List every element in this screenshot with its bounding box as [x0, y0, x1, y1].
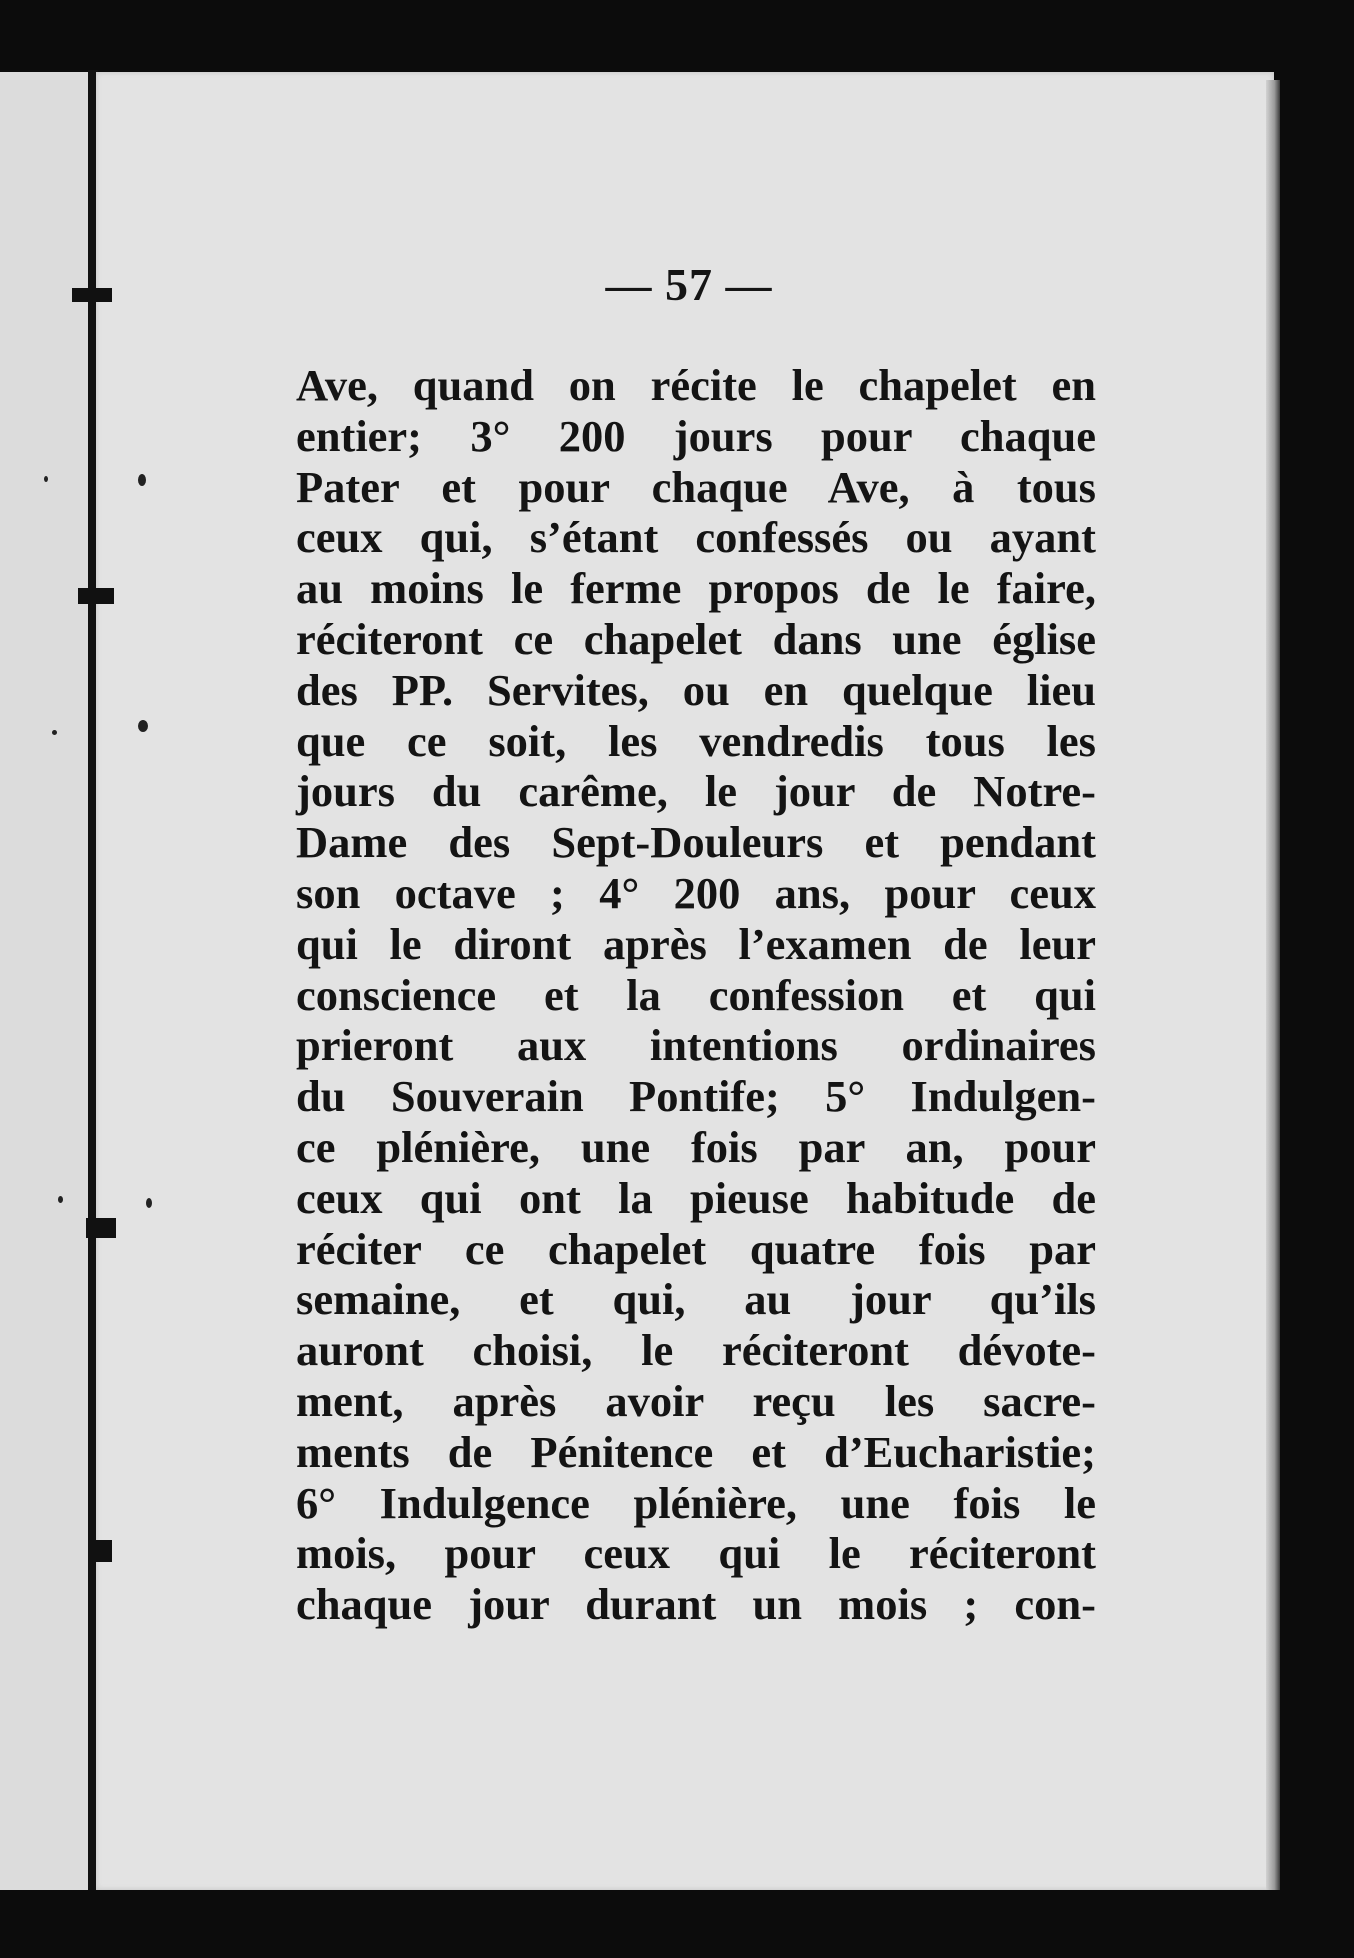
binding-stitch [86, 1218, 116, 1238]
facing-page-edge [0, 72, 88, 1890]
binding-stitch [72, 288, 112, 302]
text-line: Dame des Sept-Douleurs et pendant [296, 817, 1096, 868]
text-line: Ave, quand on récite le chapelet en [296, 360, 1096, 410]
binding-stitch [78, 588, 114, 604]
text-line: Pater et pour chaque Ave, à tous [296, 461, 1096, 512]
text-line: entier; 3° 200 jours pour chaque [296, 410, 1096, 461]
scan-speck [138, 474, 146, 486]
text-line: au moins le ferme propos de le faire, [296, 563, 1096, 614]
body-text [296, 360, 1096, 1630]
text-line: mois, pour ceux qui le réciteront [296, 1528, 1096, 1579]
text-line: jours du carême, le jour de Notre- [296, 766, 1096, 817]
text-line: ment, après avoir reçu les sacre- [296, 1375, 1096, 1426]
text-line: ments de Pénitence et d’Eucharistie; [296, 1426, 1096, 1477]
text-line: ceux qui ont la pieuse habitude de [296, 1172, 1096, 1223]
scan-speck [44, 476, 48, 482]
text-line: prieront aux intentions ordinaires [296, 1020, 1096, 1071]
text-line: semaine, et qui, au jour qu’ils [296, 1274, 1096, 1325]
scan-speck [52, 730, 57, 735]
text-line: réciteront ce chapelet dans une église [296, 613, 1096, 664]
text-line: ce plénière, une fois par an, pour [296, 1121, 1096, 1172]
page-edge-shadow [1266, 80, 1280, 1890]
text-line: que ce soit, les vendredis tous les [296, 715, 1096, 766]
binding-stitch [88, 1540, 112, 1562]
text-line: des PP. Servites, ou en quelque lieu [296, 664, 1096, 715]
scan-speck [146, 1198, 152, 1208]
text-line: ceux qui, s’étant confessés ou ayant [296, 512, 1096, 563]
text-line: 6° Indulgence plénière, une fois le [296, 1477, 1096, 1528]
text-line: chaque jour durant un mois ; con- [296, 1579, 1096, 1630]
scan-speck [138, 720, 148, 732]
page-number: — 57 — [605, 259, 773, 310]
text-line: qui le diront après l’examen de leur [296, 918, 1096, 969]
text-line: conscience et la confession et qui [296, 969, 1096, 1020]
text-line: réciter ce chapelet quatre fois par [296, 1223, 1096, 1274]
scan-speck [58, 1196, 63, 1203]
text-line: du Souverain Pontife; 5° Indulgen- [296, 1071, 1096, 1122]
text-line: auront choisi, le réciteront dévote- [296, 1325, 1096, 1376]
text-line: son octave ; 4° 200 ans, pour ceux [296, 867, 1096, 918]
